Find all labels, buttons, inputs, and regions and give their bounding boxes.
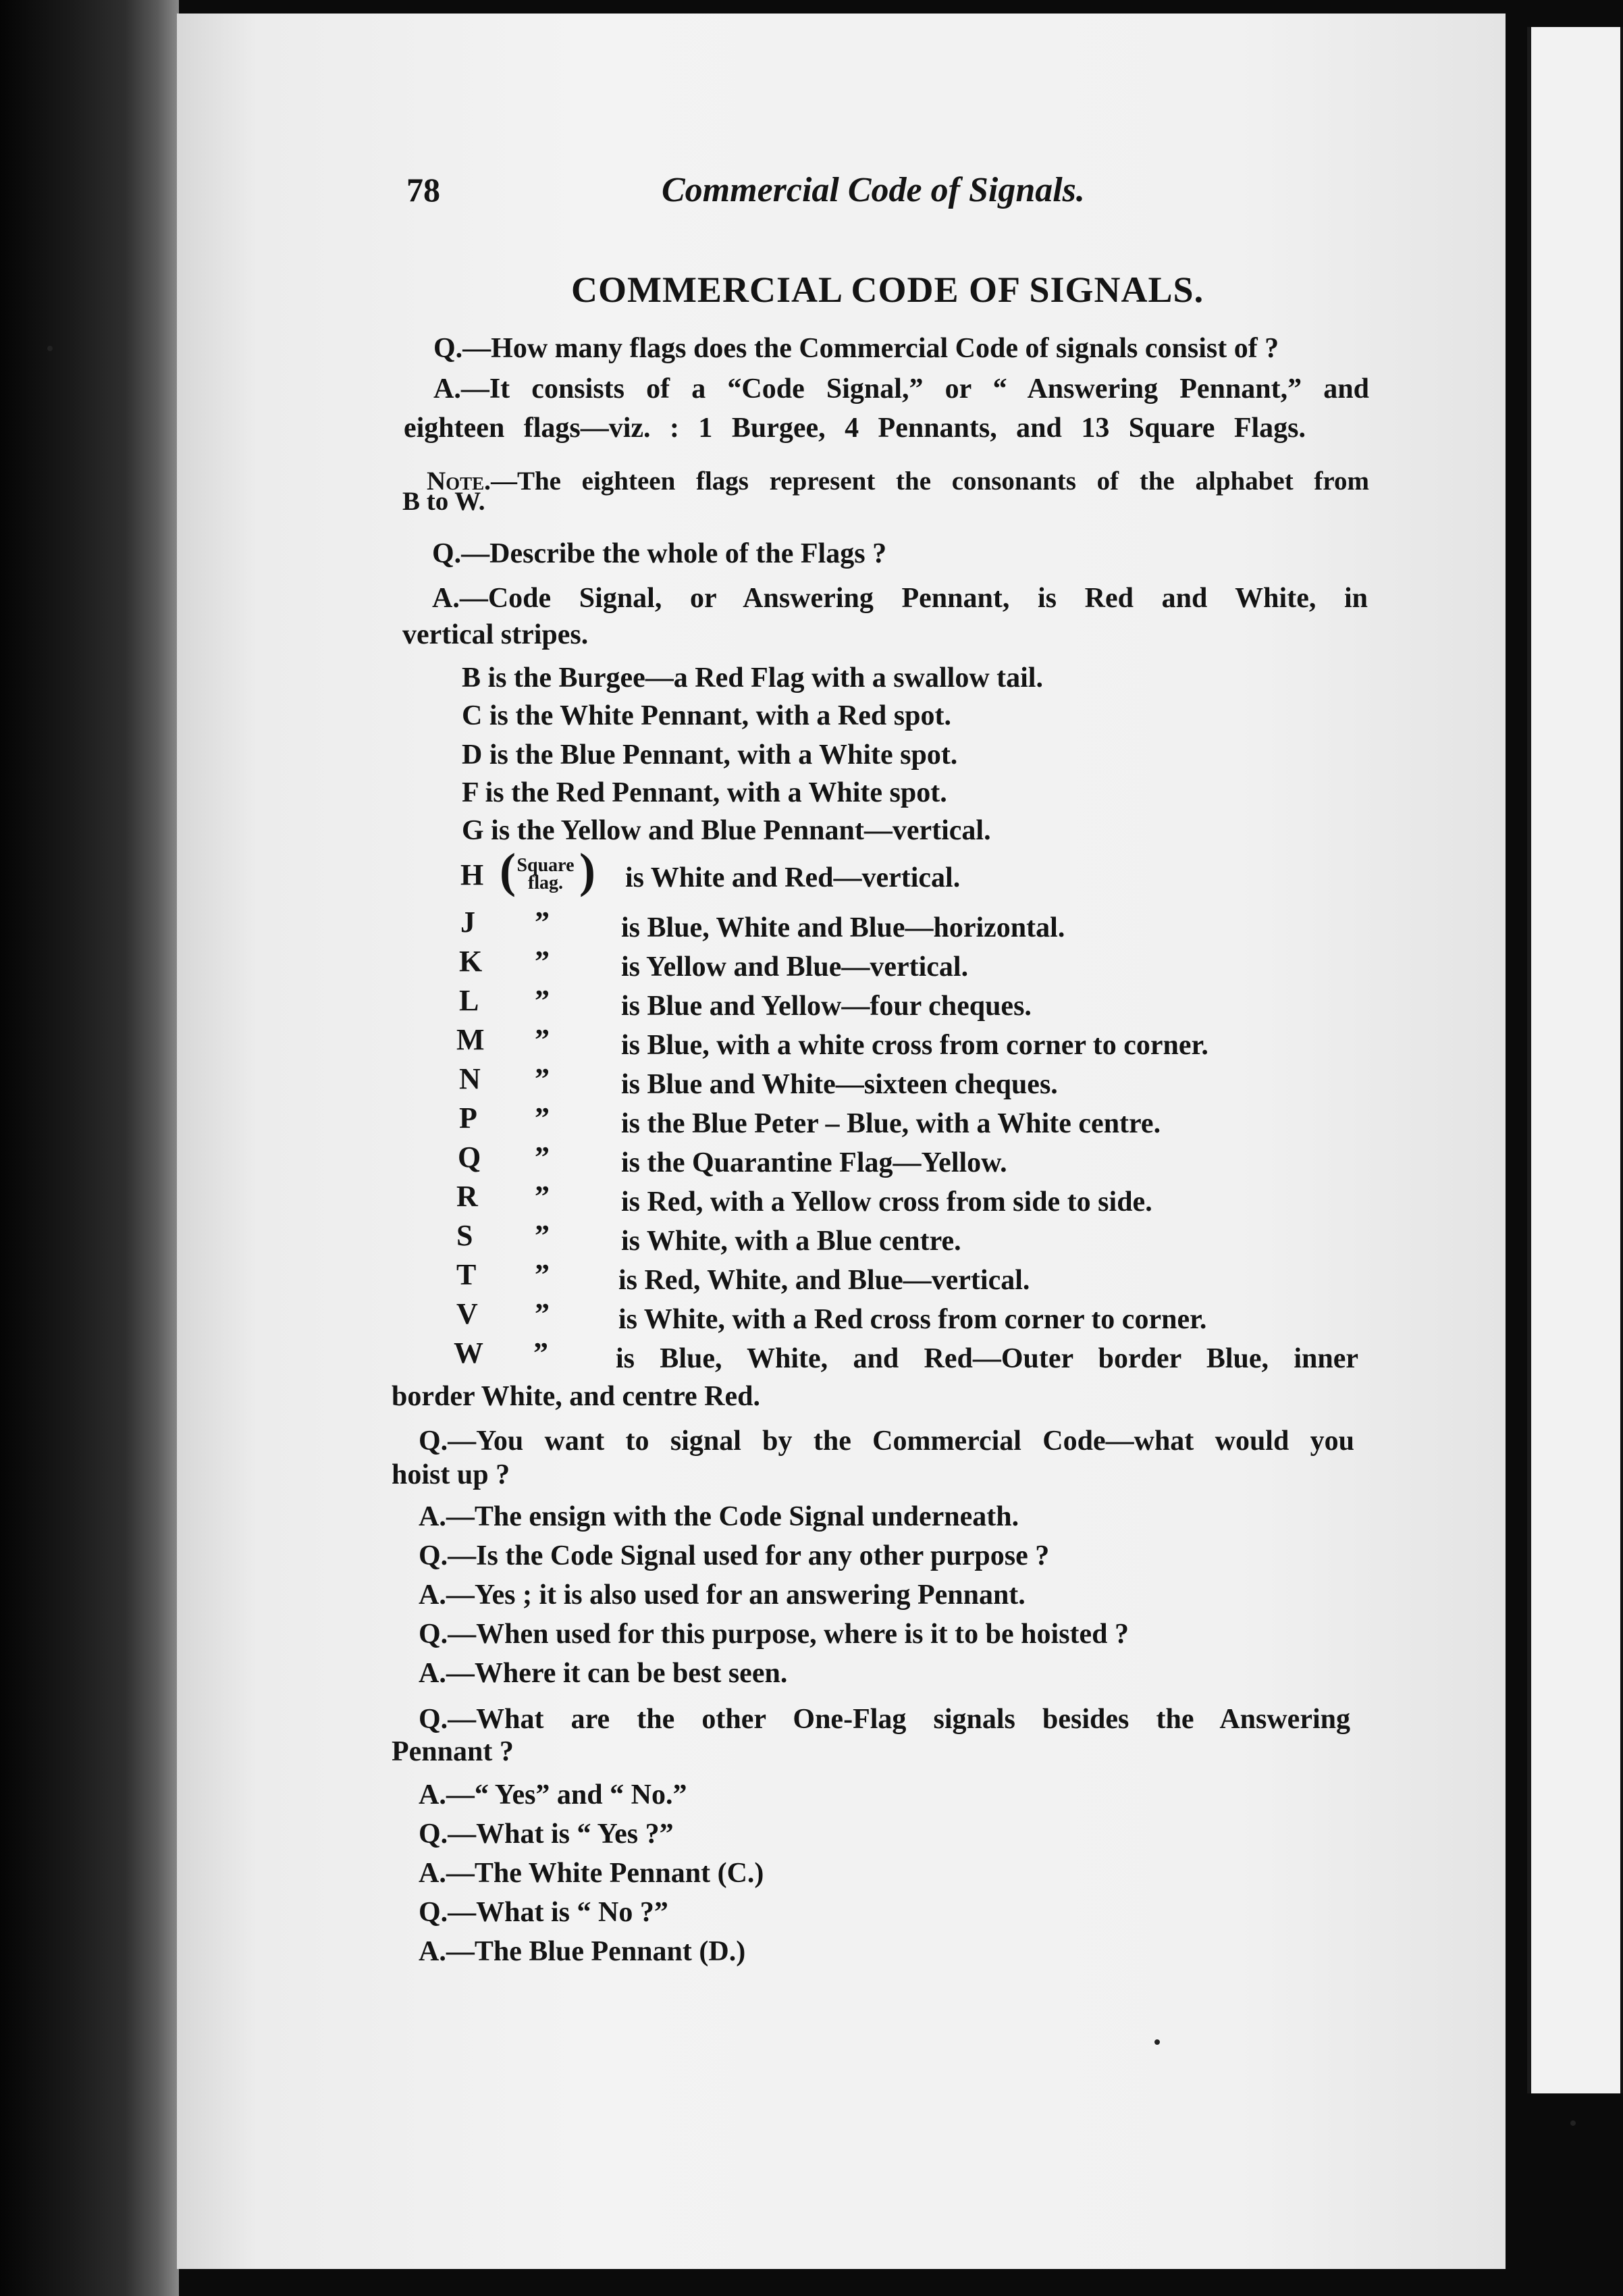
running-title: Commercial Code of Signals.	[662, 171, 1085, 209]
qa-line: A.—The White Pennant (C.)	[419, 1858, 764, 1889]
pennant-b: B is the Burgee—a Red Flag with a swallow tail.	[462, 662, 1043, 694]
qa-line: A.—The ensign with the Code Signal underneath.	[419, 1501, 1019, 1532]
flag-letter-q: Q	[458, 1141, 481, 1174]
qa-line: Pennant ?	[392, 1736, 514, 1767]
ditto-mark: ”	[533, 1336, 548, 1369]
note-text: —The eighteen flags represent the consonants of the alphabet from	[490, 467, 1369, 496]
flag-letter-p: P	[459, 1101, 477, 1134]
pennant-g: G is the Yellow and Blue Pennant—vertical.	[462, 815, 991, 846]
ditto-mark: ”	[535, 984, 550, 1017]
qa-line: Q.—You want to signal by the Commercial Code—what would you	[419, 1426, 1354, 1457]
scan-speck	[47, 346, 53, 351]
ditto-mark: ”	[535, 1023, 550, 1056]
flag-desc-n: is Blue and White—sixteen cheques.	[621, 1069, 1058, 1100]
ditto-mark: ”	[535, 1297, 550, 1330]
ditto-mark: ”	[535, 1258, 550, 1291]
flag-letter-m: M	[456, 1023, 485, 1056]
pennant-c: C is the White Pennant, with a Red spot.	[462, 700, 951, 731]
flag-desc-r: is Red, with a Yellow cross from side to side.	[621, 1186, 1152, 1218]
note-line1	[427, 466, 1369, 496]
flag-desc-k: is Yellow and Blue—vertical.	[621, 951, 969, 983]
flag-desc-p: is the Blue Peter – Blue, with a White centre.	[621, 1108, 1161, 1139]
section-title: COMMERCIAL CODE OF SIGNALS.	[571, 269, 1204, 310]
flag-desc-h: is White and Red—vertical.	[625, 862, 961, 893]
flag-desc-v: is White, with a Red cross from corner to corner.	[618, 1304, 1207, 1335]
ditto-mark: ”	[535, 1101, 550, 1134]
square-label-bottom: flag.	[527, 872, 564, 893]
pennant-d: D is the Blue Pennant, with a White spot.	[462, 739, 958, 771]
page-number: 78	[406, 171, 440, 209]
note-label: Note.	[427, 467, 491, 496]
square-label-top: Square	[516, 855, 575, 876]
flag-letter-v: V	[456, 1297, 478, 1330]
flag-desc-w-continued: border White, and centre Red.	[392, 1381, 760, 1412]
qa-line: Q.—When used for this purpose, where is it to be hoisted ?	[419, 1619, 1129, 1650]
scan-speck	[1570, 2120, 1576, 2126]
describe-answer-line1: A.—Code Signal, or Answering Pennant, is Red and White, in	[432, 583, 1368, 614]
flag-letter-s: S	[456, 1219, 473, 1252]
qa-line: hoist up ?	[392, 1459, 510, 1490]
scan-speck	[1154, 2039, 1160, 2045]
qa-line: A.—Yes ; it is also used for an answering Pennant.	[419, 1580, 1026, 1611]
intro-question: Q.—How many flags does the Commercial Code of signals consist of ?	[433, 333, 1279, 364]
ditto-mark: ”	[535, 1141, 550, 1174]
flag-letter-n: N	[459, 1062, 481, 1095]
flag-letter-h: H	[460, 858, 484, 891]
describe-question: Q.—Describe the whole of the Flags ?	[432, 538, 887, 569]
qa-line: A.—The Blue Pennant (D.)	[419, 1936, 746, 1967]
qa-line: A.—“ Yes” and “ No.”	[419, 1779, 687, 1810]
intro-answer-line2: eighteen flags—viz. : 1 Burgee, 4 Pennants, and 13 Square Flags.	[404, 413, 1306, 444]
qa-line: A.—Where it can be best seen.	[419, 1658, 788, 1689]
flag-desc-q: is the Quarantine Flag—Yellow.	[621, 1147, 1007, 1178]
flag-desc-t: is Red, White, and Blue—vertical.	[618, 1265, 1030, 1296]
flag-letter-t: T	[456, 1258, 477, 1291]
ditto-mark: ”	[535, 945, 550, 978]
flag-desc-j: is Blue, White and Blue—horizontal.	[621, 912, 1065, 943]
note-line2: B to W.	[402, 487, 485, 516]
flag-desc-m: is Blue, with a white cross from corner to corner.	[621, 1030, 1208, 1061]
describe-answer-line2: vertical stripes.	[402, 619, 589, 650]
flag-letter-r: R	[456, 1180, 478, 1213]
flag-letter-w: W	[454, 1336, 483, 1369]
pennant-f: F is the Red Pennant, with a White spot.	[462, 777, 947, 808]
ditto-mark: ”	[535, 1180, 550, 1213]
ditto-mark: ”	[535, 1062, 550, 1095]
flag-desc-s: is White, with a Blue centre.	[621, 1226, 961, 1257]
ditto-mark: ”	[535, 906, 550, 939]
flag-desc-w: is Blue, White, and Red—Outer border Blue, inner	[616, 1343, 1358, 1374]
page-text: 78 Commercial Code of Signals. COMMERCIAL CODE OF SIGNALS. Q.—How many flags does the Commercial Code of signals consist of ? A.—It consists of a “Code Signal,” or “ Answering Pennant,” and eighteen flags—viz. : 1 Burgee, 4 Pennants, and 13 Square Flags. Note.—The eighteen flags represent the consonants of the alphabet from B to W. Q.—Describe the whole of the Flags ? A.—Code Signal, or Answering Pennant, is Red and White, in vertical stripes. B is the Burgee—a Red Flag with a swallow tail. C is the White Pennant, with a Red spot. D is the Blue Pennant, with a White spot. F is the Red Pennant, with a White spot. G is the Yellow and Blue Pennant—vertical. H ( Square flag. ) is White and Red—vertical. J ” is Blue, White and Blue—horizontal. K ” is Yellow and Blue—vertical. L ” is Blue and Yellow—four cheques. M ” is Blue, with a white cross from corner to corner. N ” is Blue and White—sixteen cheques. P ” is the Blue Peter – Blue, with a White centre. Q ” is the Quarantine Flag—Yellow. R ” is Red, with a Yellow cross from side to side. S ” is White, with a Blue centre. T ” is Red, White, and Blue—vertical. V ” is White, with a Red cross from corner to corner. W ” is Blue, White, and Red—Outer border Blue, inner border White, and centre Red. Q.—You want to signal by the Commercial Code—what would you hoist up ? A.—The ensign with the Code Signal underneath. Q.—Is the Code Signal used for any other purpose ? A.—Yes ; it is also used for an answering Pennant. Q.—When used for this purpose, where is it to be hoisted ? A.—Where it can be best seen. Q.—What are the other One-Flag signals besides the Answering Pennant ? A.—“ Yes” and “ No.” Q.—What is “ Yes ?” A.—The White Pennant (C.) Q.—What is “ No ?” A.—The Blue Pennant (D.)	[0, 0, 1623, 2296]
intro-answer-line1: A.—It consists of a “Code Signal,” or “ Answering Pennant,” and	[433, 373, 1369, 405]
flag-letter-l: L	[459, 984, 479, 1017]
ditto-mark: ”	[535, 1219, 550, 1252]
qa-line: Q.—What is “ Yes ?”	[419, 1819, 674, 1850]
qa-line: Q.—Is the Code Signal used for any other purpose ?	[419, 1540, 1050, 1571]
flag-desc-l: is Blue and Yellow—four cheques.	[621, 991, 1032, 1022]
qa-line: Q.—What is “ No ?”	[419, 1897, 668, 1928]
qa-line: Q.—What are the other One-Flag signals besides the Answering	[419, 1704, 1350, 1735]
flag-letter-k: K	[459, 945, 483, 978]
flag-letter-j: J	[460, 906, 475, 939]
